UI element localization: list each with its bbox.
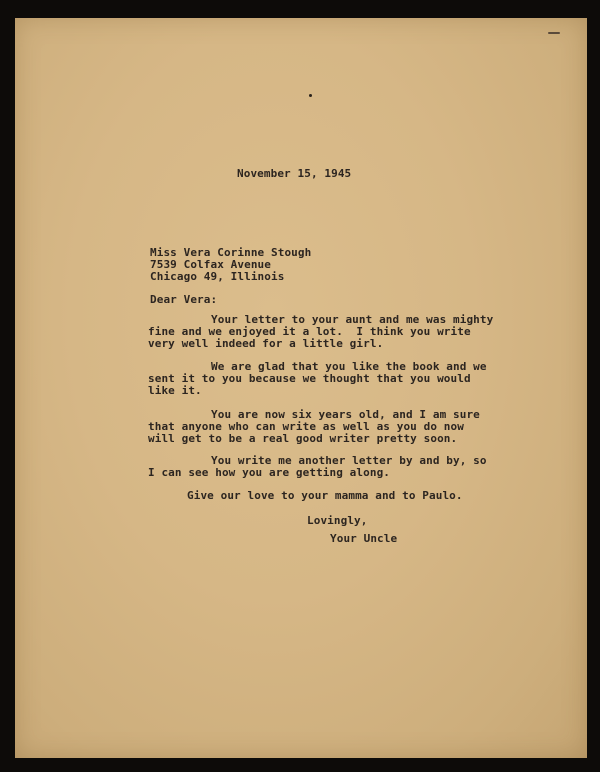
letter-date: November 15, 1945 [237,167,352,180]
paragraph-4-line-1: You write me another letter by and by, so [211,454,487,467]
paragraph-2-line-1: We are glad that you like the book and we [211,360,487,373]
paragraph-2-line-3: like it. [148,384,202,397]
address-line-2: 7539 Colfax Avenue [150,258,272,271]
paragraph-3-line-3: will get to be a real good writer pretty soon. [148,432,458,445]
address-line-3: Chicago 49, Illinois [150,270,285,283]
paragraph-1-line-2: fine and we enjoyed it a lot. I think you write [148,325,471,338]
address-line-1: Miss Vera Corinne Stough [150,246,312,259]
paragraph-1-line-3: very well indeed for a little girl. [148,337,384,350]
paragraph-1-line-1: Your letter to your aunt and me was mighty [211,313,494,326]
paragraph-4-line-2: I can see how you are getting along. [148,466,391,479]
paragraph-2-line-2: sent it to you because we thought that you would [148,372,471,385]
ink-speck [309,94,312,97]
signature: Your Uncle [330,532,398,545]
paragraph-3-line-1: You are now six years old, and I am sure [211,408,480,421]
paragraph-5-line-1: Give our love to your mamma and to Paulo. [187,489,463,502]
letter-page [15,18,587,758]
paragraph-3-line-2: that anyone who can write as well as you do now [148,420,464,433]
salutation: Dear Vera: [150,293,218,306]
closing: Lovingly, [307,514,368,527]
corner-mark [548,32,560,34]
